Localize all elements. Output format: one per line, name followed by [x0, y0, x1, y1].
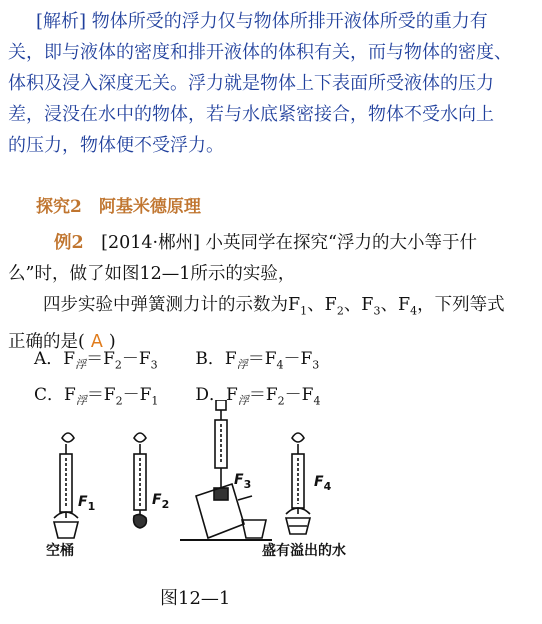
example-source: [2014·郴州] 小英同学在探究“浮力的大小等于什 [83, 233, 477, 253]
example-line-1 [8, 228, 534, 259]
example-line-3-text: 四步实验中弹簧测力计的示数为F [8, 295, 301, 315]
experiment-figure [0, 400, 542, 600]
choice-b: B．$F_浮=F_4-F_3$ [195, 349, 320, 372]
example-line-4-close: ) [108, 331, 116, 352]
analysis-line-3: 体积及浸入深度无关。浮力就是物体上下表面所受液体的压力 [8, 73, 494, 94]
label-f1: $F_1$ [78, 494, 96, 513]
spring-scale-illustration [0, 400, 542, 560]
analysis-line-2: 关，即与液体的密度和排开液体的体积有关，而与物体的密度、 [8, 42, 512, 63]
example-question [8, 228, 534, 358]
example-line-3: 四步实验中弹簧测力计的示数为$F_1$、$F_2$、$F_3$、$F_4$，下列等式 [8, 295, 505, 318]
example-line-4-text: 正确的是( [8, 331, 85, 352]
analysis-line-5: 的压力，物体便不受浮力。 [8, 135, 224, 156]
choice-d: D．$F_浮=F_2-F_4$ [195, 385, 321, 408]
example-line-3-suffix: ，下列等式 [417, 295, 505, 315]
empty-bucket-label: 空桶 [46, 543, 74, 559]
choice-a: A．$F_浮=F_2-F_3$ [34, 349, 158, 372]
answer-mark: A [90, 331, 103, 352]
section-title: 探究2 阿基米德原理 [36, 197, 201, 217]
overflow-water-label: 盛有溢出的水 [262, 543, 346, 559]
choice-c: C．$F_浮=F_2-F_1$ [34, 385, 159, 408]
object-icon [134, 514, 147, 528]
label-f3: $F_3$ [234, 472, 252, 491]
label-f4: $F_4$ [314, 474, 332, 493]
analysis-line-1: [解析] 物体所受的浮力仅与物体所排开液体所受的重力有 [36, 11, 488, 32]
catch-bucket-icon [242, 520, 266, 538]
analysis-paragraph [8, 6, 534, 161]
spring-scale-1-icon [60, 433, 74, 518]
label-f2: $F_2$ [152, 492, 170, 511]
figure-caption: 图12—1 [160, 588, 231, 609]
example-tag: 例2 [54, 233, 84, 253]
analysis-line-4: 差，浸没在水中的物体，若与水底紧密接合，物体不受水向上 [8, 104, 494, 125]
example-line-2: 么”时，做了如图12—1所示的实验， [8, 264, 296, 284]
spring-scale-2-icon [134, 433, 146, 516]
spring-scale-4-icon [292, 433, 304, 514]
spring-scale-3-icon [214, 400, 228, 500]
